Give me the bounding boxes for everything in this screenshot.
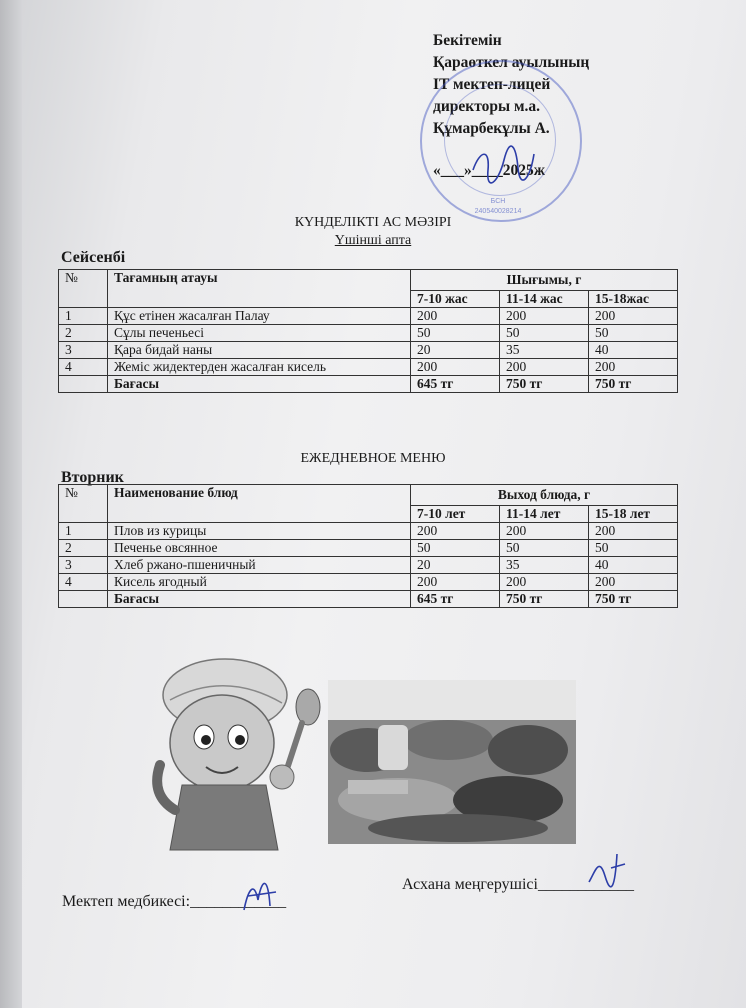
cell-num: 3 (59, 342, 108, 359)
cell-age-1: 50 (411, 325, 500, 342)
header-age-2: 11-14 жас (500, 291, 589, 308)
kz-menu-table (58, 269, 678, 393)
cell-num-empty (59, 591, 108, 608)
table-header-row (59, 485, 678, 506)
cell-dish: Кисель ягодный (108, 574, 411, 591)
table-row (59, 557, 678, 574)
cell-age-1: 20 (411, 342, 500, 359)
canteen-manager-signature-line: Асхана меңгерушісі____________ (402, 876, 634, 893)
cell-num: 1 (59, 523, 108, 540)
kz-menu-title: КҮНДЕЛІКТІ АС МӘЗІРІ (294, 215, 452, 230)
seal-bsn-label: БСН (490, 198, 506, 205)
cell-age-2: 200 (500, 308, 589, 325)
food-photo (328, 680, 576, 844)
table-row (59, 523, 678, 540)
cell-age-2: 200 (500, 574, 589, 591)
table-price-row (59, 376, 678, 393)
cell-age-1: 200 (411, 308, 500, 325)
cell-age-1: 50 (411, 540, 500, 557)
nurse-signature (240, 870, 280, 914)
cell-age-1: 20 (411, 557, 500, 574)
table-price-row (59, 591, 678, 608)
table-row (59, 359, 678, 376)
cell-age-2: 35 (500, 342, 589, 359)
ru-menu-title: ЕЖЕДНЕВНОЕ МЕНЮ (300, 451, 446, 466)
header-dish-name: Наименование блюд (108, 485, 411, 523)
table-row (59, 574, 678, 591)
cell-num: 4 (59, 574, 108, 591)
price-age-2: 750 тг (500, 376, 589, 393)
cell-age-2: 200 (500, 359, 589, 376)
cell-age-3: 50 (589, 325, 678, 342)
cell-num: 2 (59, 540, 108, 557)
cell-dish: Қара бидай наны (108, 342, 411, 359)
seal-number: 240540028214 (474, 208, 522, 215)
price-label: Бағасы (108, 376, 411, 393)
cell-age-1: 200 (411, 574, 500, 591)
approval-line: IT мектеп-лицей (433, 76, 551, 93)
table-header-row (59, 270, 678, 291)
cell-dish: Құс етінен жасалған Палау (108, 308, 411, 325)
chef-boy-illustration (130, 645, 330, 855)
approval-line: Құмарбекұлы А. (433, 120, 550, 137)
cell-num: 4 (59, 359, 108, 376)
cell-dish: Печенье овсянное (108, 540, 411, 557)
cell-num-empty (59, 376, 108, 393)
kz-day-label: Сейсенбі (61, 249, 126, 266)
price-age-1: 645 тг (411, 376, 500, 393)
cell-dish: Плов из курицы (108, 523, 411, 540)
table-row (59, 540, 678, 557)
cell-dish: Хлеб ржано-пшеничный (108, 557, 411, 574)
header-age-3: 15-18жас (589, 291, 678, 308)
header-output: Шығымы, г (411, 270, 678, 291)
header-number: № (59, 485, 108, 523)
cell-age-2: 50 (500, 325, 589, 342)
cell-age-3: 200 (589, 523, 678, 540)
canteen-manager-signature (585, 848, 629, 890)
cell-num: 3 (59, 557, 108, 574)
table-row (59, 308, 678, 325)
table-row (59, 342, 678, 359)
header-age-3: 15-18 лет (589, 506, 678, 523)
approval-date-line: «___»____2025ж (433, 162, 545, 179)
cell-dish: Сұлы печеньесі (108, 325, 411, 342)
cell-age-2: 50 (500, 540, 589, 557)
approval-line: Қараөткел ауылының (433, 54, 590, 71)
cell-age-1: 200 (411, 523, 500, 540)
cell-dish: Жеміс жидектерден жасалған кисель (108, 359, 411, 376)
director-signature (468, 140, 538, 188)
cell-age-2: 200 (500, 523, 589, 540)
price-label: Бағасы (108, 591, 411, 608)
header-age-1: 7-10 жас (411, 291, 500, 308)
kz-week-subtitle: Үшінші апта (334, 233, 412, 248)
header-dish-name: Тағамның атауы (108, 270, 411, 308)
ru-day-label: Вторник (61, 469, 124, 486)
cell-age-3: 200 (589, 359, 678, 376)
cell-num: 2 (59, 325, 108, 342)
page-edge-shadow (0, 0, 22, 1008)
price-age-3: 750 тг (589, 376, 678, 393)
header-number: № (59, 270, 108, 308)
cell-age-3: 200 (589, 574, 678, 591)
cell-age-3: 40 (589, 342, 678, 359)
table-row (59, 325, 678, 342)
header-age-1: 7-10 лет (411, 506, 500, 523)
ru-menu-table (58, 484, 678, 608)
cell-age-1: 200 (411, 359, 500, 376)
price-age-2: 750 тг (500, 591, 589, 608)
header-output: Выход блюда, г (411, 485, 678, 506)
cell-age-3: 200 (589, 308, 678, 325)
cell-age-3: 40 (589, 557, 678, 574)
nurse-signature-line: Мектеп медбикесі:____________ (62, 893, 287, 910)
cell-age-2: 35 (500, 557, 589, 574)
approval-line: директоры м.а. (433, 98, 541, 115)
price-age-1: 645 тг (411, 591, 500, 608)
cell-age-3: 50 (589, 540, 678, 557)
approval-line: Бекітемін (433, 32, 502, 49)
cell-num: 1 (59, 308, 108, 325)
price-age-3: 750 тг (589, 591, 678, 608)
header-age-2: 11-14 лет (500, 506, 589, 523)
